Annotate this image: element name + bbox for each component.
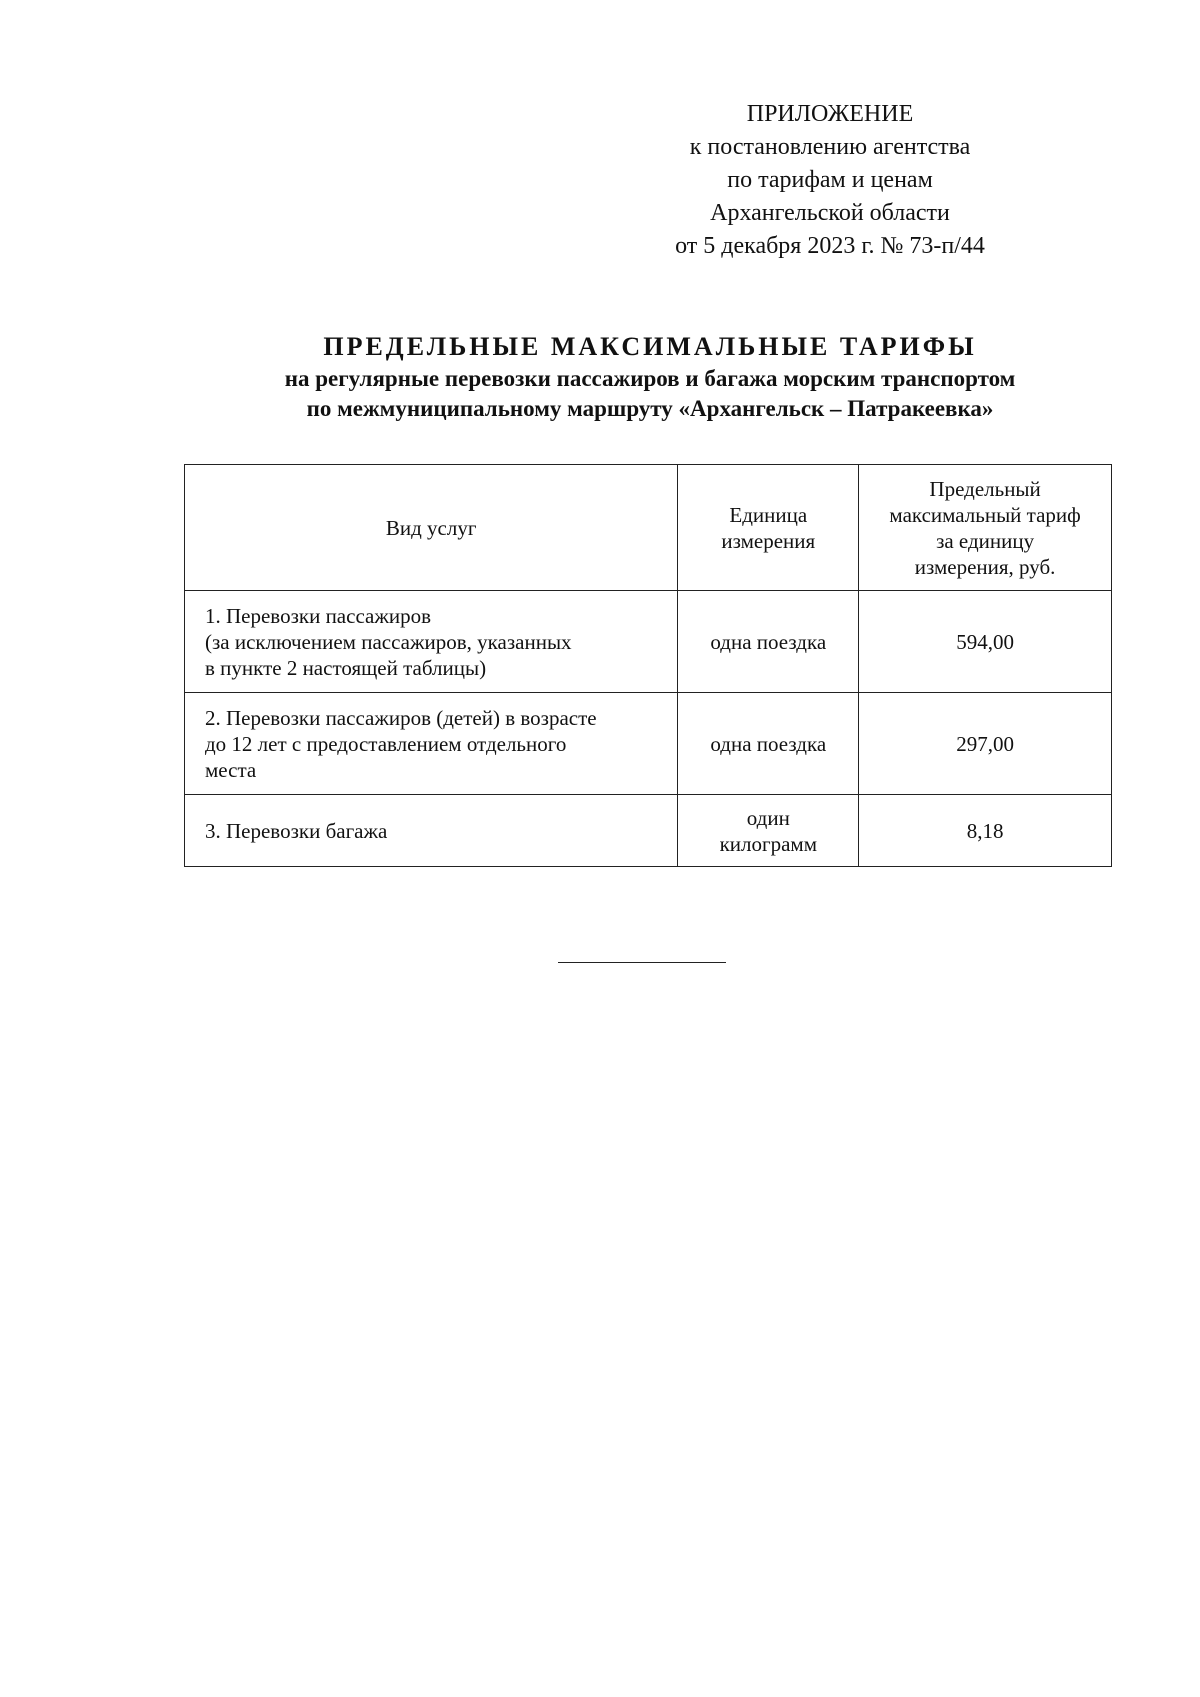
annex-line: по тарифам и ценам <box>727 167 933 193</box>
document-heading <box>150 330 1150 424</box>
table-header-row <box>185 465 1112 591</box>
header-service: Вид услуг <box>185 465 678 591</box>
table-row <box>185 795 1112 867</box>
tariff-cell: 8,18 <box>859 795 1112 867</box>
annex-line: к постановлению агентства <box>689 134 971 160</box>
header-unit: Единица измерения <box>678 465 859 591</box>
end-divider <box>558 962 726 963</box>
tariff-cell: 297,00 <box>859 693 1112 795</box>
service-cell: 3. Перевозки багажа <box>185 795 678 867</box>
annex-date-number: от 5 декабря 2023 г. № 73-п/44 <box>675 233 985 259</box>
unit-cell: один килограмм <box>678 795 859 867</box>
service-cell: 1. Перевозки пассажиров (за исключением пассажиров, указанных в пункте 2 настоящей таблицы) <box>185 591 678 693</box>
annex-block <box>630 98 1030 263</box>
table-row <box>185 693 1112 795</box>
header-tariff: Предельный максимальный тариф за единицу измерения, руб. <box>859 465 1112 591</box>
annex-line: Архангельской области <box>710 200 950 226</box>
tariff-table <box>184 464 1112 867</box>
annex-title: ПРИЛОЖЕНИЕ <box>746 101 914 127</box>
unit-cell: одна поездка <box>678 591 859 693</box>
unit-cell: одна поездка <box>678 693 859 795</box>
service-cell: 2. Перевозки пассажиров (детей) в возрасте до 12 лет с предоставлением отдельного места <box>185 693 678 795</box>
document-subtitle-line: на регулярные перевозки пассажиров и багажа морским транспортом <box>284 366 1016 391</box>
document-title: ПРЕДЕЛЬНЫЕ МАКСИМАЛЬНЫЕ ТАРИФЫ <box>323 332 977 361</box>
tariff-cell: 594,00 <box>859 591 1112 693</box>
table-row <box>185 591 1112 693</box>
document-subtitle-line: по межмуниципальному маршруту «Архангельск – Патракеевка» <box>306 396 994 421</box>
